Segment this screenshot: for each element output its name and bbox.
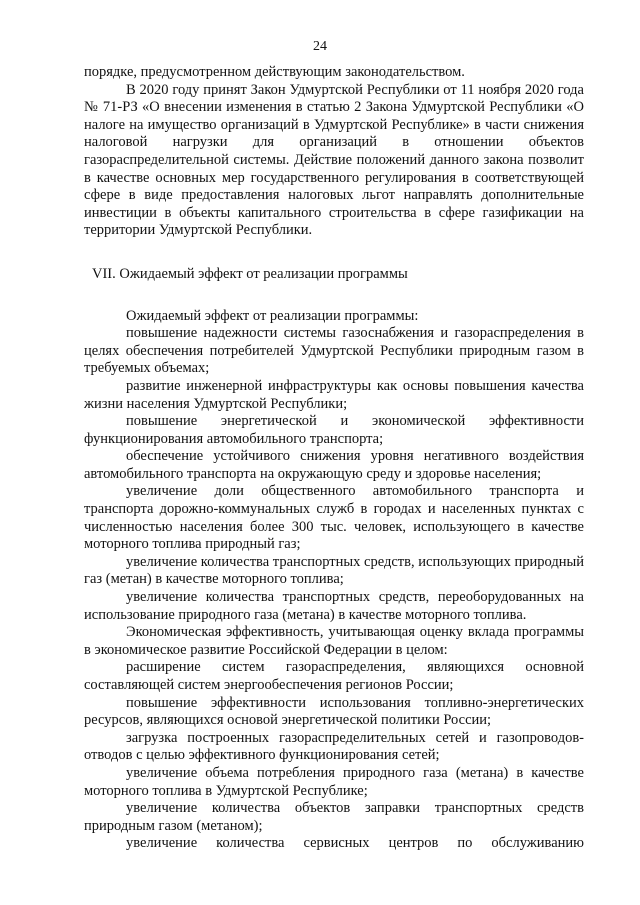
paragraph: В 2020 году принят Закон Удмуртской Республики от 11 ноября 2020 года № 71-РЗ «О внесении изменения в статью 2 Закона Удмуртской Республики «О налоге на имущество организаций в Удмуртской Республике» в части снижения налоговой нагрузки для организаций в отношении объектов газораспределительной системы. Действие положений данного закона позволит в качестве основных мер государственного регулирования в соответствующей сфере в виде предоставления налоговых льгот направлять дополнительные инвестиции в объекты капитального строительства в сфере газификации на территории Удмуртской Республики. bbox=[84, 81, 584, 239]
list-item: увеличение объема потребления природного газа (метана) в качестве моторного топлива в Удмуртской Республике; bbox=[84, 764, 584, 799]
list-item: увеличение доли общественного автомобильного транспорта и транспорта дорожно-коммунальных служб в городах и населенных пунктах с численностью населения более 300 тыс. человек, использующего в качестве моторного топлива природный газ; bbox=[84, 483, 584, 553]
list-item: увеличение количества транспортных средств, переоборудованных на использование природного газа (метана) в качестве моторного топлива. bbox=[84, 589, 584, 623]
list-item: повышение эффективности использования топливно-энергетических ресурсов, являющихся основой энергетической политики России; bbox=[84, 694, 584, 729]
list-item: загрузка построенных газораспределительных сетей и газопроводов-отводов с целью эффективного функционирования сетей; bbox=[84, 729, 584, 764]
list-item: повышение энергетической и экономической эффективности функционирования автомобильного транспорта; bbox=[84, 413, 584, 447]
paragraph: порядке, предусмотренном действующим законодательством. bbox=[84, 64, 465, 80]
list-item: расширение систем газораспределения, являющихся основной составляющей систем энергообеспечения регионов России; bbox=[84, 659, 584, 693]
list-item: увеличение количества транспортных средств, использующих природный газ (метан) в качестве моторного топлива; bbox=[84, 553, 584, 588]
paragraph: Ожидаемый эффект от реализации программы: bbox=[126, 307, 419, 324]
list-item: увеличение количества сервисных центров по обслуживанию bbox=[126, 835, 584, 852]
page-number: 24 bbox=[313, 39, 327, 54]
list-item: увеличение количества объектов заправки транспортных средств природным газом (метаном); bbox=[84, 800, 584, 834]
document-body bbox=[84, 64, 584, 853]
list-item: развитие инженерной инфраструктуры как основы повышения качества жизни населения Удмуртской Республики; bbox=[84, 377, 584, 412]
paragraph: Экономическая эффективность, учитывающая оценку вклада программы в экономическое развитие Российской Федерации в целом: bbox=[84, 624, 584, 658]
list-item: повышение надежности системы газоснабжения и газораспределения в целях обеспечения потребителей Удмуртской Республики природным газом в требуемых объемах; bbox=[84, 325, 584, 377]
section-heading: VII. Ожидаемый эффект от реализации программы bbox=[92, 265, 408, 282]
list-item: обеспечение устойчивого снижения уровня негативного воздействия автомобильного транспорта на окружающую среду и здоровье населения; bbox=[84, 448, 584, 482]
